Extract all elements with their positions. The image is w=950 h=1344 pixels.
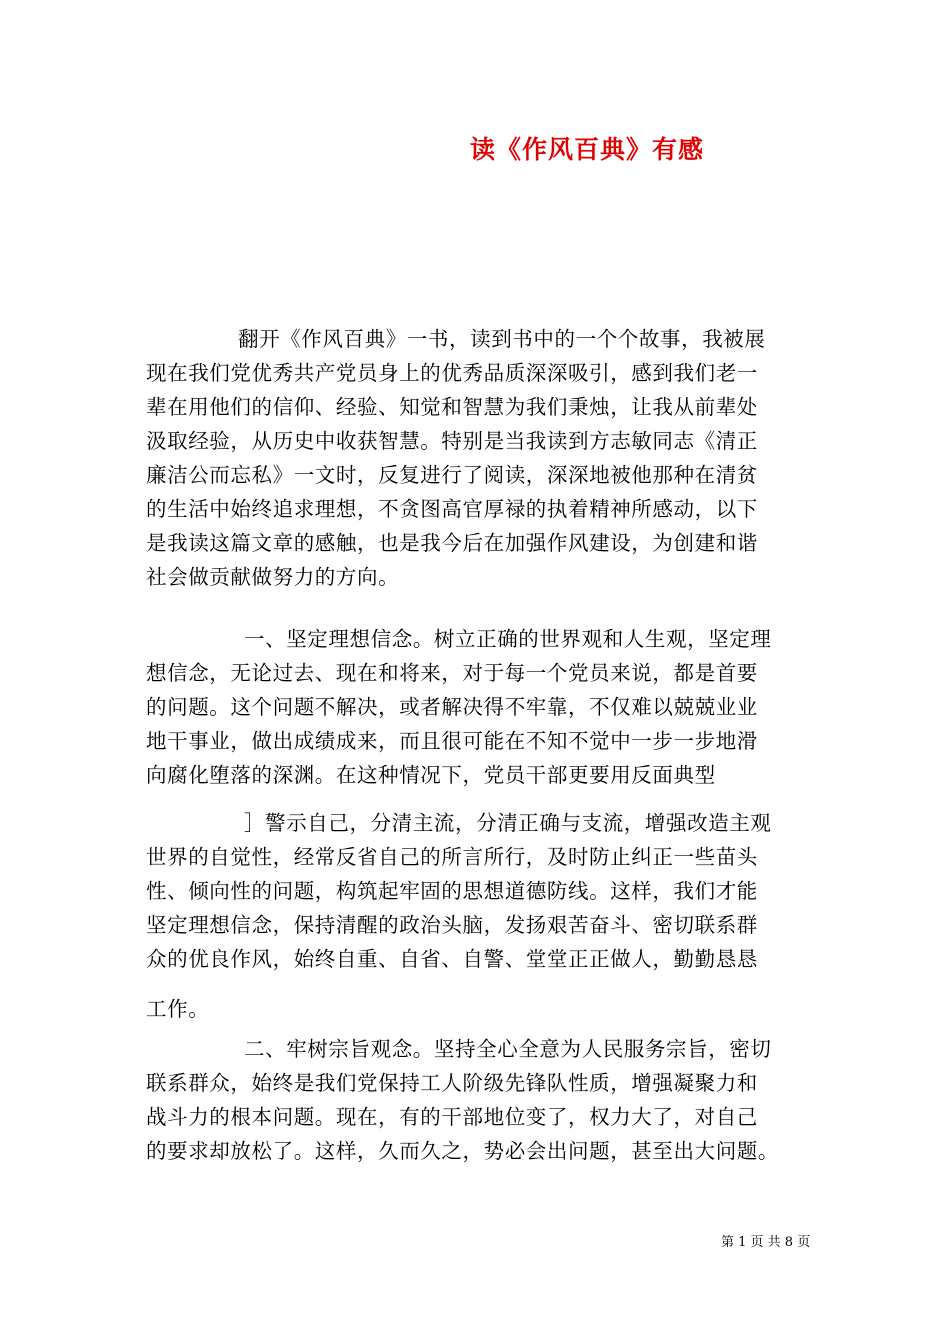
text-line: 世界的自觉性，经常反省自己的所言所行，及时防止纠正一些苗头: [146, 845, 758, 869]
text-line: 社会做贡献做努力的方向。: [146, 565, 400, 589]
text-line: ］警示自己，分清主流，分清正确与支流，增强改造主观: [244, 811, 772, 835]
text-line: 工作。: [146, 997, 210, 1021]
text-line: 性、倾向性的问题，构筑起牢固的思想道德防线。这样，我们才能: [146, 879, 758, 903]
text-line: 战斗力的根本问题。现在，有的干部地位变了，权力大了，对自己: [146, 1105, 758, 1129]
text-line: 辈在用他们的信仰、经验、知觉和智慧为我们秉烛，让我从前辈处: [146, 395, 758, 419]
text-line: 向腐化堕落的深渊。在这种情况下，党员干部更要用反面典型: [146, 763, 716, 787]
text-line: 的问题。这个问题不解决，或者解决得不牢靠，不仅难以兢兢业业: [146, 695, 758, 719]
text-line: 是我读这篇文章的感触，也是我今后在加强作风建设，为创建和谐: [146, 531, 758, 555]
text-line: 地干事业，做出成绩成来，而且很可能在不知不觉中一步一步地滑: [146, 729, 758, 753]
text-line: 现在我们党优秀共产党员身上的优秀品质深深吸引，感到我们老一: [146, 361, 758, 385]
text-line: 众的优良作风，始终自重、自省、自警、堂堂正正做人，勤勤恳恳: [146, 947, 758, 971]
text-line: 二、牢树宗旨观念。坚持全心全意为人民服务宗旨，密切: [244, 1037, 772, 1061]
text-line: 一、坚定理想信念。树立正确的世界观和人生观，坚定理: [244, 627, 772, 651]
text-line: 的要求却放松了。这样，久而久之，势必会出问题，甚至出大问题。: [146, 1139, 779, 1163]
text-line: 坚定理想信念，保持清醒的政治头脑，发扬艰苦奋斗、密切联系群: [146, 913, 758, 937]
text-line: 翻开《作风百典》一书，读到书中的一个个故事，我被展: [238, 327, 766, 351]
page-number: 第 1 页 共 8 页: [721, 1235, 811, 1250]
text-line: 的生活中始终追求理想，不贪图高官厚禄的执着精神所感动，以下: [146, 497, 758, 521]
text-line: 联系群众，始终是我们党保持工人阶级先锋队性质，增强凝聚力和: [146, 1071, 758, 1095]
text-line: 廉洁公而忘私》一文时，反复进行了阅读，深深地被他那种在清贫: [146, 463, 758, 487]
document-title: 读《作风百典》有感: [470, 135, 705, 164]
text-line: 汲取经验，从历史中收获智慧。特别是当我读到方志敏同志《清正: [146, 429, 758, 453]
text-line: 想信念，无论过去、现在和将来，对于每一个党员来说，都是首要: [146, 661, 758, 685]
